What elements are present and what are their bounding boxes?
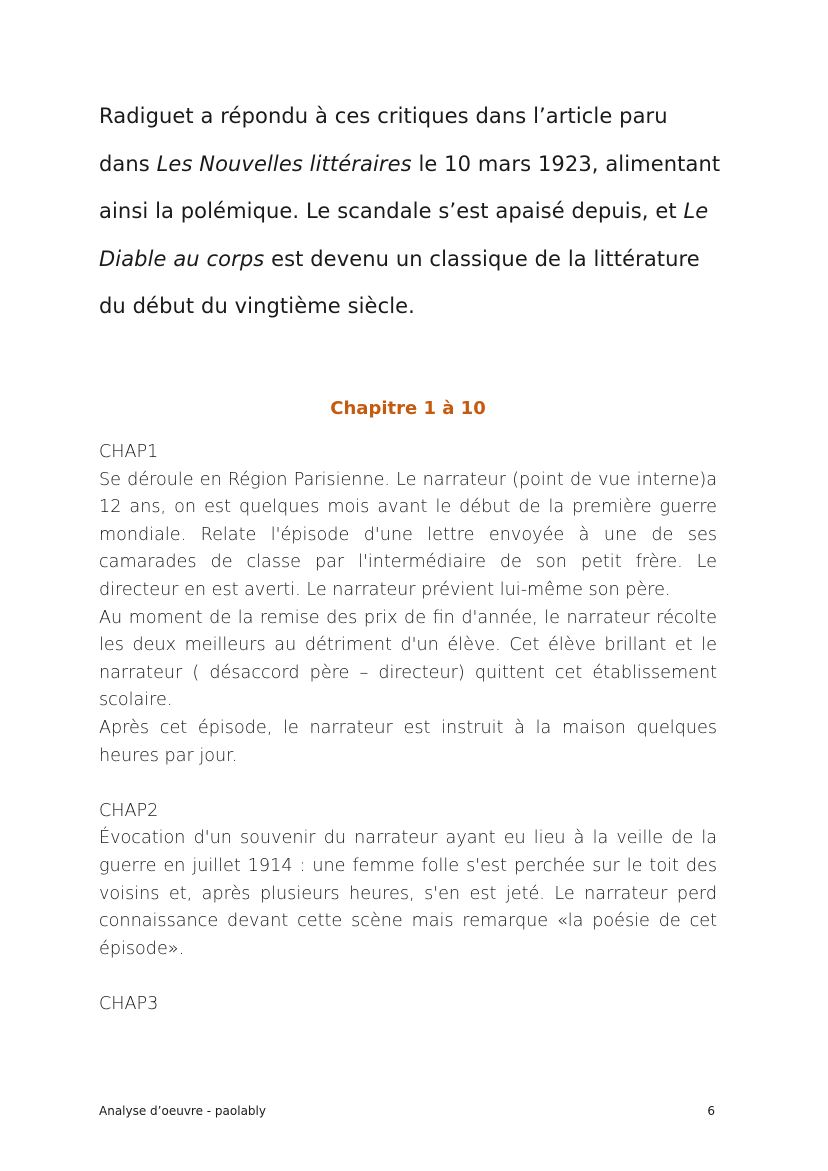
chapter-paragraph: Au moment de la remise des prix de fin d'année, le narrateur récolte les deux meilleurs au détriment d'un élève. Cet élève brillant et le narrateur ( désaccord père – directeur) quittent cet établissement scolaire. [99, 607, 717, 711]
book-title-emphasis: Diable au corps [99, 246, 265, 271]
chapter-paragraph: Évocation d'un souvenir du narrateur ayant eu lieu à la veille de la guerre en juillet 1914 : une femme folle s'est perchée sur le toit des voisins et, après plusieurs heures, s'en est jeté. Le narrateur perd connaissance devant cette scène mais remarque «la poésie de cet épisode». [99, 828, 717, 959]
intro-text: du début du vingtième siècle. [99, 294, 415, 318]
book-title-emphasis: Les Nouvelles littéraires [156, 151, 412, 176]
intro-text: est devenu un classique de la littérature [264, 246, 700, 271]
intro-line [99, 93, 717, 141]
intro-line [99, 283, 717, 331]
document-page [99, 0, 721, 1171]
chapter-summaries [99, 439, 717, 1046]
intro-line [99, 141, 721, 189]
intro-paragraph [99, 93, 721, 331]
intro-text: Radiguet a répondu à ces critiques dans l’article paru [99, 104, 668, 128]
intro-text: ainsi la polémique. Le scandale s’est apaisé depuis, et [99, 199, 684, 223]
intro-text: dans [99, 151, 157, 176]
chapter-block [99, 798, 717, 964]
chapter-block [99, 991, 717, 1019]
page-number: 6 [707, 1104, 715, 1118]
chapter-paragraph: Après cet épisode, le narrateur est instruit à la maison quelques heures par jour. [99, 717, 717, 766]
chapter-block [99, 439, 717, 770]
chapter-title: CHAP1 [99, 442, 159, 462]
intro-text: le 10 mars 1923, alimentant [411, 151, 721, 176]
intro-line [99, 188, 717, 236]
section-heading: Chapitre 1 à 10 [330, 398, 486, 419]
chapter-title: CHAP3 [99, 993, 159, 1014]
footer-document-title: Analyse d’oeuvre - paolably [99, 1104, 266, 1118]
chapter-paragraph: Se déroule en Région Parisienne. Le narrateur (point de vue interne)a 12 ans, on est quelques mois avant le début de la première guerre mondiale. Relate l'épisode d'une lettre envoyée à une de ses camarades de classe par l'intermédiaire de son petit frère. Le directeur en est averti. Le narrateur prévient lui-même son père. [99, 469, 717, 600]
intro-line [99, 236, 717, 284]
book-title-emphasis: Le [683, 199, 709, 223]
chapter-title: CHAP2 [99, 800, 159, 821]
